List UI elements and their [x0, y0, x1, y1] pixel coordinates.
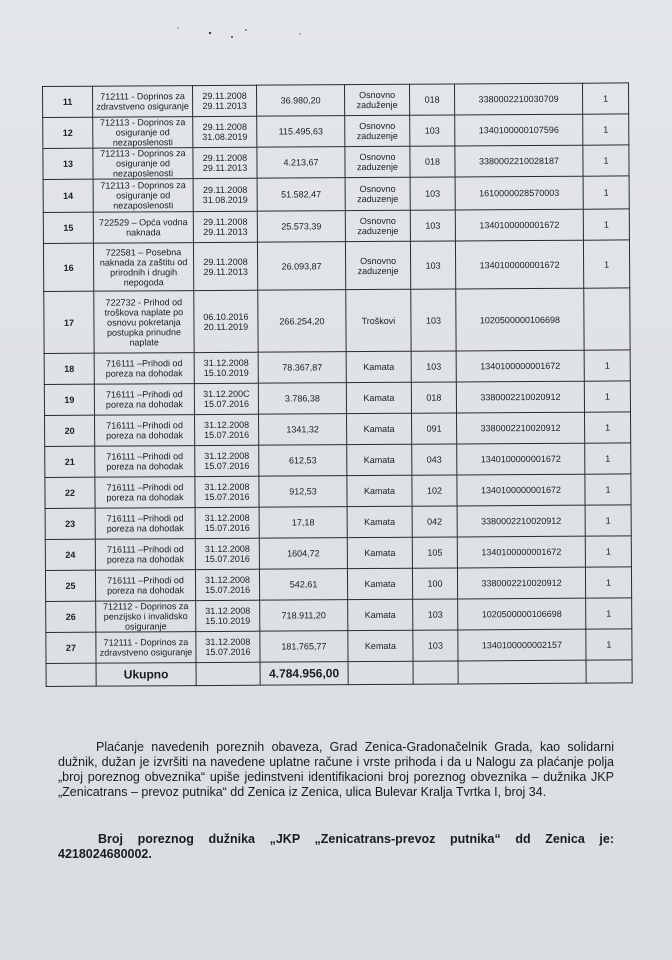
row-account: 3380002210030709	[454, 83, 582, 115]
row-number: 22	[45, 477, 95, 508]
row-type: Kamata	[348, 599, 413, 630]
row-account: 3380002210020912	[457, 505, 585, 537]
table-row	[43, 83, 629, 118]
table-row	[45, 412, 631, 447]
row-account: 1340100000001672	[455, 209, 583, 241]
table-row	[45, 505, 631, 540]
row-type: Osnovno zaduzenje	[345, 115, 410, 146]
row-amount: 25.573,39	[257, 211, 345, 243]
row-code: 103	[411, 351, 456, 382]
row-type: Kamata	[347, 568, 412, 599]
row-flag: 1	[585, 474, 631, 505]
row-number: 20	[45, 415, 95, 446]
row-account: 1340100000001672	[457, 536, 585, 568]
row-dates: 31.12.2008 15.07.2016	[195, 507, 259, 538]
row-description: 712111 - Doprinos za zdravstveno osiguranje	[96, 632, 196, 664]
table-body	[43, 83, 633, 664]
total-row	[46, 660, 632, 687]
row-flag: 1	[585, 412, 631, 443]
row-dates: 29.11.2008 29.11.2013	[193, 211, 257, 242]
row-account: 1340100000002157	[458, 629, 586, 661]
row-description: 716111 –Prihodi od poreza na dohodak	[94, 384, 194, 416]
row-dates: 06.10.2016 20.11.2019	[194, 290, 258, 352]
row-account: 3380002210020912	[456, 381, 584, 413]
row-flag: 1	[585, 505, 631, 536]
row-amount: 3.786,38	[258, 383, 346, 415]
row-amount: 78.367,87	[258, 352, 346, 384]
row-flag: 1	[583, 176, 629, 209]
row-dates: 31.12.2008 15.10.2019	[194, 352, 258, 383]
table-row	[44, 288, 630, 354]
row-type: Kamata	[347, 413, 412, 444]
table-row	[44, 350, 630, 385]
row-account: 1340100000001672	[457, 443, 585, 475]
row-type: Kamata	[347, 537, 412, 568]
row-description: 716111 –Prihodi od poreza na dohodak	[95, 539, 195, 571]
row-type: Kamata	[347, 475, 412, 506]
row-amount: 1604,72	[259, 538, 347, 570]
row-type: Osnovno zaduzenje	[345, 210, 410, 241]
row-number: 11	[43, 86, 93, 117]
row-code: 103	[413, 630, 458, 661]
row-flag: 1	[586, 598, 632, 629]
row-amount: 26.093,87	[257, 242, 345, 291]
row-flag	[584, 288, 630, 350]
row-description: 716111 –Prihodi od poreza na dohodak	[95, 477, 195, 509]
total-amount: 4.784.956,00	[260, 662, 348, 686]
row-dates: 29.11.2008 29.11.2013	[193, 242, 257, 290]
row-dates: 31.12.2008 15.07.2016	[195, 538, 259, 569]
table-row	[45, 536, 631, 571]
row-description: 716111 –Prihodi od poreza na dohodak	[95, 446, 195, 478]
table-row	[43, 240, 629, 292]
row-amount: 912,53	[259, 476, 347, 508]
row-amount: 51.582,47	[257, 178, 345, 212]
row-dates: 29.11.2008 31.08.2019	[193, 116, 257, 147]
row-flag: 1	[583, 114, 629, 145]
row-description: 722732 - Prihod od troškova naplate po osnovu pokretanja postupka prinudne naplate	[94, 291, 194, 354]
row-account: 1610000028570003	[455, 176, 583, 210]
row-dates: 29.11.2008 29.11.2013	[193, 147, 257, 178]
row-flag: 1	[583, 209, 629, 240]
row-account: 3380002210028187	[455, 145, 583, 177]
row-description: 716111 –Prihodi od poreza na dohodak	[95, 570, 195, 602]
row-code: 103	[411, 289, 456, 351]
row-number: 25	[45, 570, 95, 601]
row-amount: 1341,32	[259, 414, 347, 446]
row-type: Kamata	[347, 444, 412, 475]
total-flag-blank	[586, 660, 632, 683]
row-amount: 718.911,20	[260, 600, 348, 632]
total-blank-cell	[46, 663, 96, 686]
total-code-blank	[413, 661, 458, 684]
total-dates-blank	[196, 662, 260, 685]
row-flag: 1	[585, 567, 631, 598]
scan-specks	[0, 0, 672, 60]
row-number: 16	[43, 243, 93, 291]
row-amount: 542,61	[259, 569, 347, 601]
row-code: 042	[412, 506, 457, 537]
row-code: 100	[412, 568, 457, 599]
row-type: Kemata	[348, 630, 413, 661]
row-type: Kamata	[346, 382, 411, 413]
row-number: 24	[45, 539, 95, 570]
row-dates: 31.12.2008 15.07.2016	[195, 445, 259, 476]
row-type: Kamata	[347, 506, 412, 537]
row-amount: 612,53	[259, 445, 347, 477]
row-code: 102	[412, 475, 457, 506]
row-flag: 1	[585, 443, 631, 474]
row-code: 103	[413, 599, 458, 630]
row-amount: 181.765,77	[260, 631, 348, 663]
row-type: Osnovno zaduženje	[344, 84, 409, 115]
row-flag: 1	[583, 145, 629, 176]
row-description: 716111 –Prihodi od poreza na dohodak	[95, 508, 195, 540]
row-code: 043	[412, 444, 457, 475]
row-dates: 31.12.2008 15.07.2016	[195, 569, 259, 600]
row-description: 722529 – Opća vodna naknada	[93, 212, 193, 244]
table-row	[43, 145, 629, 180]
row-code: 018	[409, 84, 454, 115]
row-description: 716111 –Prihodi od poreza na dohodak	[94, 353, 194, 385]
row-account: 3380002210020912	[457, 412, 585, 444]
row-code: 018	[410, 146, 455, 177]
row-account: 1340100000001672	[457, 474, 585, 506]
row-flag: 1	[584, 381, 630, 412]
table-row	[45, 443, 631, 478]
table-row	[46, 598, 632, 633]
row-dates: 29.11.2008 31.08.2019	[193, 178, 257, 211]
tax-table-wrapper	[42, 86, 628, 687]
row-number: 13	[43, 148, 93, 179]
row-code: 103	[410, 241, 455, 289]
row-number: 21	[45, 446, 95, 477]
row-type: Osnovno zaduzenje	[345, 241, 410, 289]
total-account-blank	[458, 660, 586, 684]
row-code: 103	[410, 115, 455, 146]
row-number: 27	[46, 632, 96, 663]
table-row	[43, 209, 629, 244]
row-number: 15	[43, 212, 93, 243]
row-code: 103	[410, 177, 455, 210]
row-description: 712113 - Doprinos za osiguranje od nezaposlenosti	[93, 179, 193, 213]
total-label: Ukupno	[96, 663, 196, 687]
row-number: 17	[44, 291, 94, 353]
row-account: 1340100000107596	[455, 114, 583, 146]
row-dates: 31.12.2008 15.07.2016	[196, 631, 260, 662]
row-amount: 4.213,67	[257, 147, 345, 179]
row-dates: 31.12.2008 15.07.2016	[195, 414, 259, 445]
table-row	[45, 567, 631, 602]
row-dates: 31.12.2008 15.10.2019	[196, 600, 260, 631]
row-amount: 115.495,63	[257, 116, 345, 148]
row-code: 018	[411, 382, 456, 413]
row-code: 103	[410, 210, 455, 241]
row-description: 712111 - Doprinos za zdravstveno osiguranje	[93, 86, 193, 118]
table-row	[46, 629, 632, 664]
row-flag: 1	[586, 629, 632, 660]
row-description: 712112 - Doprinos za penzijsko i invalidsko osiguranje	[96, 601, 196, 633]
row-flag: 1	[582, 83, 628, 114]
table-row	[43, 114, 629, 149]
row-flag: 1	[584, 350, 630, 381]
row-description: 712113 - Doprinos za osiguranje od nezaposlenosti	[93, 148, 193, 180]
row-account: 1340100000001672	[456, 350, 584, 382]
row-number: 18	[44, 353, 94, 384]
row-flag: 1	[585, 536, 631, 567]
row-number: 12	[43, 117, 93, 148]
row-number: 23	[45, 508, 95, 539]
tax-obligations-table	[42, 82, 633, 687]
row-account: 3380002210020912	[457, 567, 585, 599]
total-type-blank	[348, 661, 413, 684]
row-number: 14	[43, 179, 93, 212]
payment-instructions-paragraph: Plaćanje navedenih poreznih obaveza, Grad Zenica-Gradonačelnik Grada, kao solidarni dužnik, dužan je izvršiti na navedene uplatne račune i vrste prihoda i da u Nalogu za plaćanje polja „broj poreznog obveznika“ upiše jedinstveni identifikacioni broj poreznog obveznika – dužnika JKP „Zenicatrans – prevoz putnika“ dd Zenica iz Zenica, ulica Bulevar Kralja Tvrtka I, broj 34.	[58, 740, 614, 799]
table-row	[45, 474, 631, 509]
tax-debtor-number-paragraph: Broj poreznog dužnika „JKP „Zenicatrans-prevoz putnika“ dd Zenica je: 4218024680002.	[58, 832, 614, 861]
row-type: Osnovno zaduzenje	[345, 146, 410, 177]
table-row	[44, 381, 630, 416]
row-type: Osnovno zaduzenje	[345, 177, 410, 210]
row-flag: 1	[583, 240, 629, 288]
row-description: 716111 –Prihodi od poreza na dohodak	[95, 415, 195, 447]
row-account: 1340100000001672	[455, 240, 583, 289]
row-dates: 31.12.2008 15.07.2016	[195, 476, 259, 507]
row-type: Kamata	[346, 351, 411, 382]
table-row	[43, 176, 629, 213]
row-number: 26	[46, 601, 96, 632]
row-amount: 266.254,20	[258, 290, 346, 353]
row-description: 722581 – Posebna naknada za zaštitu od prirodnih i drugih nepogoda	[93, 243, 193, 292]
row-dates: 29.11.2008 29.11.2013	[193, 85, 257, 116]
row-description: 712113 - Doprinos za osiguranje od nezaposlenosti	[93, 117, 193, 149]
row-amount: 17,18	[259, 507, 347, 539]
row-amount: 36.980,20	[256, 85, 344, 117]
row-account: 1020500000106698	[458, 598, 586, 630]
row-type: Troškovi	[346, 289, 411, 351]
row-dates: 31.12.200C 15.07.2016	[194, 383, 258, 414]
row-code: 105	[412, 537, 457, 568]
row-account: 1020500000106698	[456, 288, 584, 351]
row-code: 091	[412, 413, 457, 444]
row-number: 19	[44, 384, 94, 415]
